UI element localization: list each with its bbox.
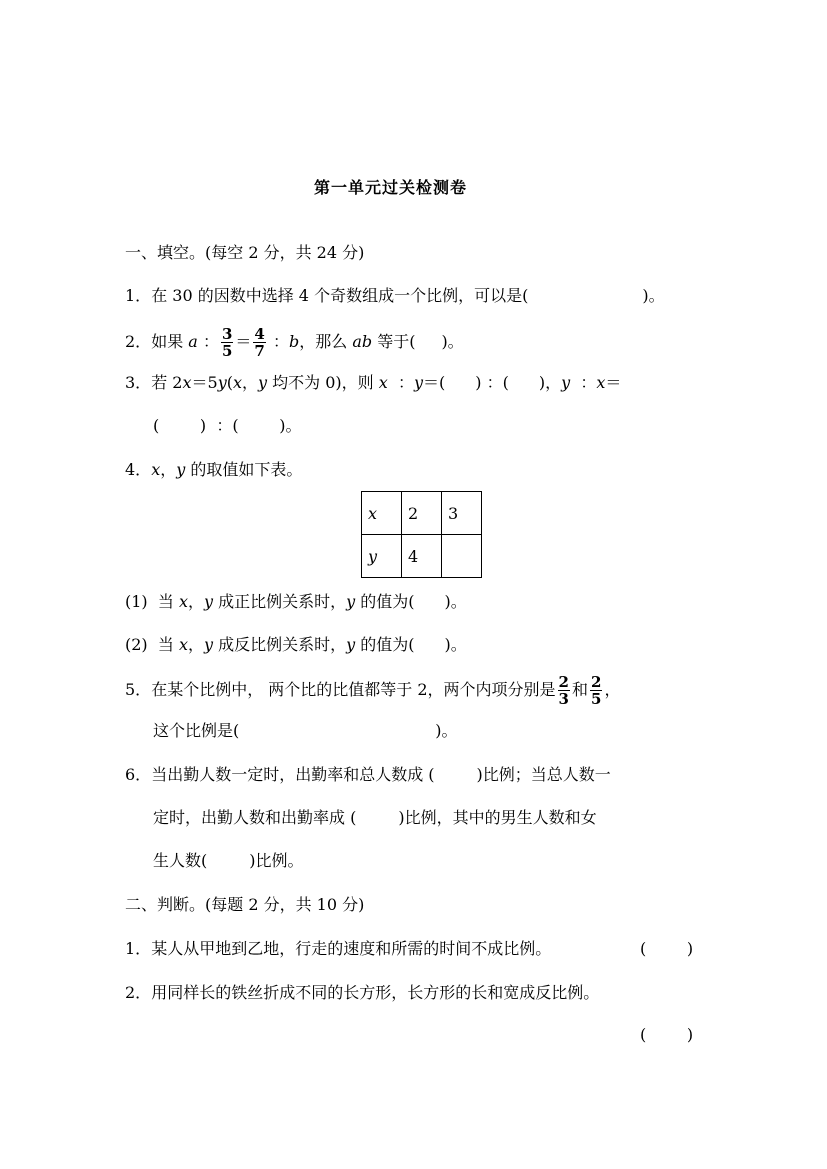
question-6-line2 [153, 808, 597, 828]
fraction-denominator: 5 [221, 342, 233, 360]
section1-heading: 一、填空。(每空 2 分，共 24 分) [125, 243, 365, 262]
question-text: ， [187, 635, 204, 654]
fraction-denominator: 3 [558, 690, 569, 708]
question-text: ＝5 [191, 373, 218, 392]
question-text: 这个比例是( [153, 721, 240, 740]
question-text: 某人从甲地到乙地，行走的速度和所需的时间不成比例。 [151, 939, 552, 958]
question-text: )比例；当总人数一 [476, 765, 611, 784]
var-y: y [346, 592, 356, 611]
question-close: )。 [435, 721, 458, 740]
question-number: 2． [125, 332, 152, 351]
table-row [362, 492, 482, 535]
fraction-numerator: 2 [591, 673, 602, 691]
question-number: 6． [125, 765, 152, 784]
var-x: x [178, 635, 188, 654]
var-a: a [188, 332, 198, 351]
question-number: 3． [125, 373, 152, 392]
var-x: x [151, 460, 161, 479]
question-number: 1． [125, 286, 152, 305]
question-4-sub1 [125, 592, 467, 612]
judge-question-1 [125, 939, 551, 959]
var-y: y [346, 635, 356, 654]
question-5-line2 [153, 721, 458, 741]
question-text: ， [242, 373, 259, 392]
question-1 [125, 286, 665, 306]
var-x: x [232, 373, 243, 392]
question-text: ，那么 [299, 332, 348, 351]
question-text: 等于( [377, 332, 416, 351]
sub-number: (1) [125, 592, 148, 611]
question-number: 1． [125, 939, 152, 958]
var-y: y [561, 373, 571, 392]
colon: ： [580, 373, 597, 392]
fraction-2-3 [558, 674, 570, 707]
judge-answer-2[interactable]: ( ) [640, 1025, 694, 1044]
table-cell [362, 492, 402, 535]
question-text: 生人数( [153, 851, 208, 870]
question-number: 5． [125, 680, 152, 699]
question-text: 的值为( [360, 592, 415, 611]
question-text: ， [187, 592, 204, 611]
question-text: 在 30 的因数中选择 4 个奇数组成一个比例，可以是( [151, 286, 529, 305]
question-text: 当出勤人数一定时，出勤率和总人数成 ( [151, 765, 435, 784]
table-cell-blank[interactable] [442, 535, 482, 578]
question-close: )。 [642, 286, 665, 305]
question-text: 在某个比例中， 两个比的比值都等于 2，两个内项分别是 [151, 680, 556, 699]
question-text: 均不为 0)，则 [267, 373, 374, 392]
var-y: y [414, 373, 424, 392]
question-2 [125, 326, 464, 359]
question-6 [125, 765, 611, 785]
section2-heading: 二、判断。(每题 2 分，共 10 分) [125, 895, 365, 914]
question-text: ＝ [605, 373, 622, 392]
fraction-numerator: 3 [221, 325, 233, 343]
question-close: )。 [444, 635, 467, 654]
xy-table [361, 491, 482, 578]
question-text: )比例，其中的男生人数和女 [398, 808, 597, 827]
question-text: 的取值如下表。 [190, 460, 303, 479]
question-text: ) ：( [475, 373, 509, 392]
colon: ： [397, 373, 414, 392]
question-close: )。 [444, 592, 467, 611]
question-6-line3 [153, 851, 304, 871]
sub-number: (2) [125, 635, 148, 654]
question-text: 成反比例关系时， [218, 635, 347, 654]
cell-label: x [368, 503, 378, 523]
question-text: 的值为( [360, 635, 415, 654]
page-title: 第一单元过关检测卷 [314, 178, 468, 197]
var-b: b [288, 332, 300, 351]
var-y: y [176, 460, 186, 479]
colon: ： [272, 332, 289, 351]
table-cell: 3 [442, 492, 482, 535]
question-5 [125, 674, 620, 707]
table-cell: 4 [402, 535, 442, 578]
judge-question-2 [125, 983, 599, 1003]
question-text: ( [226, 373, 233, 392]
question-text: 成正比例关系时， [218, 592, 347, 611]
question-number: 4． [125, 460, 152, 479]
var-y: y [204, 592, 214, 611]
table-cell [362, 535, 402, 578]
table-cell: 2 [402, 492, 442, 535]
question-4-sub2 [125, 635, 467, 655]
fraction-2-5 [590, 674, 602, 707]
question-text: 如果 [151, 332, 184, 351]
fraction-numerator: 2 [558, 673, 569, 691]
fraction-numerator: 4 [254, 325, 265, 343]
table-row [362, 535, 482, 578]
question-number: 2． [125, 983, 152, 1002]
question-4 [125, 460, 302, 480]
equals-sign: ＝ [235, 332, 252, 351]
var-x: x [596, 373, 606, 392]
fraction-denominator: 5 [591, 690, 602, 708]
question-3 [125, 373, 621, 393]
question-close: )。 [441, 332, 464, 351]
var-y: y [204, 635, 214, 654]
question-text: 定时，出勤人数和出勤率成 ( [153, 808, 357, 827]
question-text: 若 2 [151, 373, 183, 392]
cell-label: y [368, 546, 378, 566]
question-text: ， [160, 460, 177, 479]
question-text: 和 [571, 680, 588, 699]
var-y: y [217, 373, 227, 392]
question-text: )比例。 [249, 851, 304, 870]
question-3-line2[interactable]: ( ) ：( )。 [153, 416, 302, 435]
judge-answer-1[interactable]: ( ) [640, 939, 694, 958]
var-y: y [258, 373, 268, 392]
question-text: 用同样长的铁丝折成不同的长方形，长方形的长和宽成反比例。 [151, 983, 600, 1002]
fraction-3-5 [221, 326, 233, 359]
var-x: x [182, 373, 192, 392]
var-x: x [378, 373, 388, 392]
var-ab: ab [352, 332, 373, 351]
question-text: )， [538, 373, 562, 392]
question-text: ， [604, 680, 621, 699]
var-x: x [178, 592, 188, 611]
question-text: ＝( [423, 373, 446, 392]
question-text: 当 [157, 635, 174, 654]
fraction-denominator: 7 [254, 342, 265, 360]
fraction-4-7 [253, 326, 265, 359]
colon: ： [202, 332, 219, 351]
question-text: 当 [157, 592, 174, 611]
